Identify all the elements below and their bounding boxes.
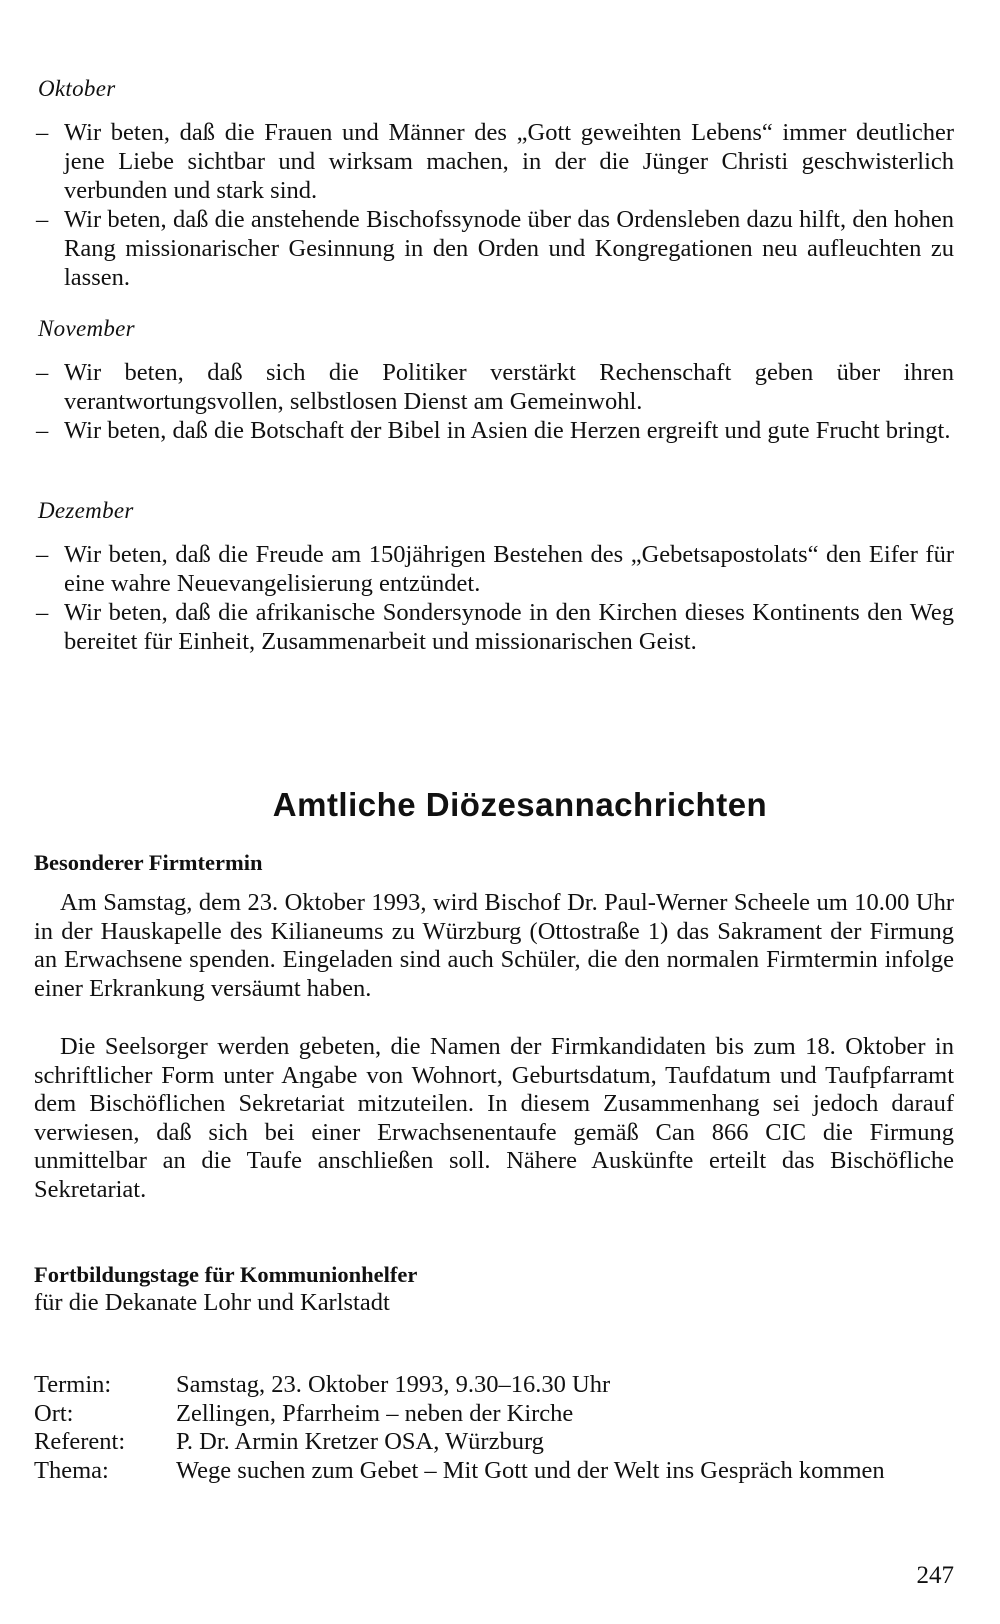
detail-row-ort: [34, 1400, 954, 1429]
detail-label: Ort:: [34, 1399, 74, 1427]
firmtermin-title: Besonderer Firmtermin: [34, 850, 263, 875]
detail-label: Termin:: [34, 1371, 112, 1398]
detail-row-termin: [34, 1371, 954, 1400]
month-heading-november: November: [38, 316, 135, 341]
december-intentions: [34, 540, 954, 656]
detail-value: Wege suchen zum Gebet – Mit Gott und der Welt ins Gespräch kommen: [176, 1456, 885, 1484]
intention-item: – Wir beten, daß die anstehende Bischofssynode über das Ordensleben dazu hilft, den hohen Rang missionarischer Gesinnung in den Orden und Kongregationen neu aufleuchten zu lassen.: [34, 205, 954, 292]
intention-item: – Wir beten, daß die Botschaft der Bibel in Asien die Herzen ergreift und gute Frucht bringt.: [34, 416, 954, 445]
october-intentions: [34, 118, 954, 292]
month-heading-december: Dezember: [38, 498, 134, 523]
detail-label: Thema:: [34, 1456, 109, 1484]
section-title: Amtliche Diözesannachrichten: [272, 786, 768, 823]
detail-value: P. Dr. Armin Kretzer OSA, Würzburg: [176, 1428, 544, 1455]
detail-label: Referent:: [34, 1428, 126, 1455]
detail-row-referent: [34, 1428, 954, 1457]
november-intentions: [34, 358, 954, 445]
intention-item: – Wir beten, daß die afrikanische Sondersynode in den Kirchen dieses Kontinents den Weg bereitet für Einheit, Zusammenarbeit und missionarischen Geist.: [34, 598, 954, 656]
firmtermin-paragraph-2: Die Seelsorger werden gebeten, die Namen der Firmkandidaten bis zum 18. Oktober in schriftlicher Form unter Angabe von Wohnort, Geburtsdatum, Taufdatum und Taufpfarramt dem Bischöflichen Sekretariat mitzuteilen. In diesem Zusammenhang sei jedoch darauf verwiesen, daß sich bei einer Erwachsenentaufe gemäß Can 866 CIC die Firmung unmittelbar an die Taufe anschließen soll. Nähere Auskünfte erteilt das Bischöfliche Sekretariat.: [34, 1033, 954, 1203]
detail-row-thema: [34, 1457, 954, 1486]
month-heading-october: Oktober: [38, 76, 116, 101]
fortbildung-title: Fortbildungstage für Kommunionhelfer: [34, 1262, 418, 1287]
page-number: 247: [916, 1562, 954, 1589]
fortbildung-subtitle: für die Dekanate Lohr und Karlstadt: [34, 1289, 390, 1316]
firmtermin-paragraph-1: Am Samstag, dem 23. Oktober 1993, wird Bischof Dr. Paul-Werner Scheele um 10.00 Uhr in der Hauskapelle des Kilianeums zu Würzburg (Ottostraße 1) das Sakrament der Firmung an Erwachsene spenden. Eingeladen sind auch Schüler, die den normalen Firmtermin infolge einer Erkrankung versäumt haben.: [34, 889, 954, 1002]
detail-value: Samstag, 23. Oktober 1993, 9.30–16.30 Uhr: [176, 1371, 611, 1398]
intention-item: – Wir beten, daß sich die Politiker verstärkt Rechenschaft geben über ihren verantwortungsvollen, selbstlosen Dienst am Gemeinwohl.: [34, 358, 954, 416]
detail-value: Zellingen, Pfarrheim – neben der Kirche: [176, 1399, 574, 1427]
intention-item: – Wir beten, daß die Freude am 150jährigen Bestehen des „Gebetsapostolats“ den Eifer für eine wahre Neuevangelisierung entzündet.: [34, 540, 954, 598]
intention-item: – Wir beten, daß die Frauen und Männer des „Gott geweihten Lebens“ immer deutlicher jene Liebe sichtbar und wirksam machen, in der die Jünger Christi geschwisterlich verbunden und stark sind.: [34, 118, 954, 205]
fortbildung-details: [34, 1371, 954, 1485]
